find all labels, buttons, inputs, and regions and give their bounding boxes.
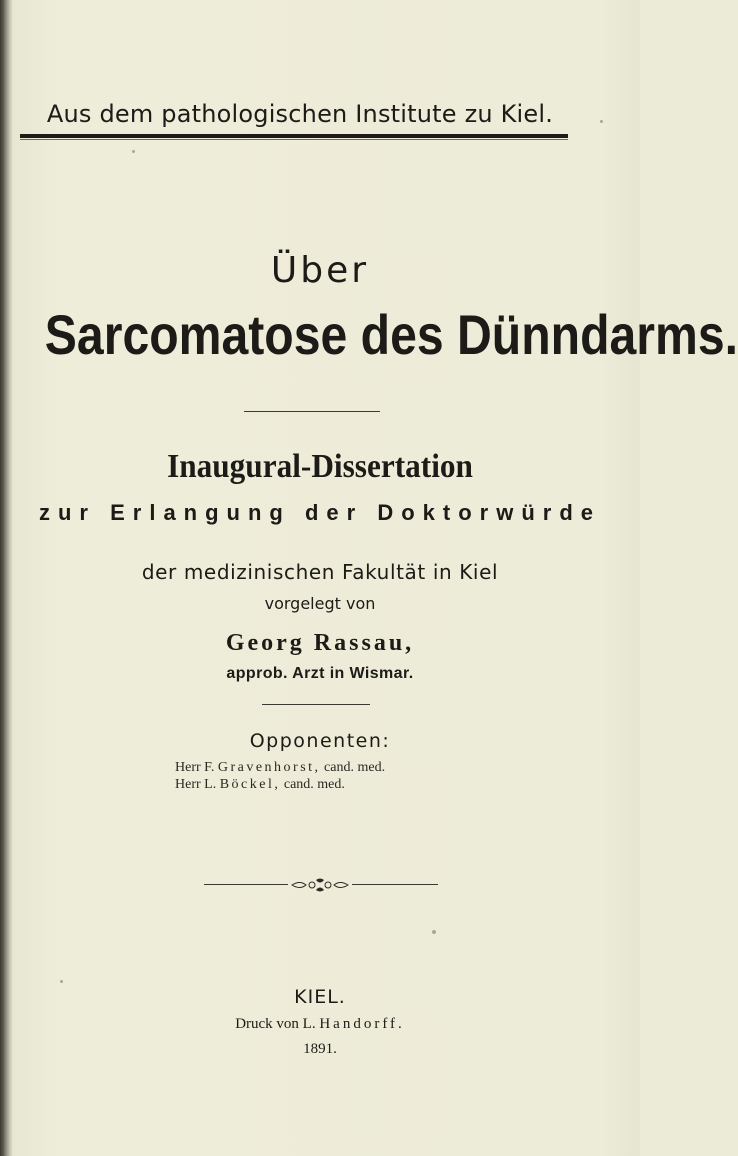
main-title: Sarcomatose des Dünndarms. [44,303,738,366]
opponents-heading: Opponenten: [249,730,391,752]
opponent-prefix: Herr L. [175,777,217,792]
title-divider [244,411,380,412]
printer-prefix: Druck von L. [235,1016,316,1032]
paper-speck [432,930,436,934]
opponent-suffix: cand. med. [324,760,386,775]
title-line-1: Über [270,250,370,291]
opponent-name: Böckel, [219,777,281,792]
printer-name: Handorff. [319,1016,405,1032]
opponent-suffix: cand. med. [283,777,345,792]
paper-speck [60,980,63,983]
header-rule-thin [20,139,568,140]
institute-header: Aus dem pathologischen Institute zu Kiel. [46,100,554,128]
header-rule [20,134,568,138]
paper-speck [600,120,603,123]
paper-speck [132,150,135,153]
author-divider [262,704,370,705]
dissertation-purpose: zur Erlangung der Doktorwürde [38,500,602,525]
faculty-line: der medizinischen Fakultät in Kiel [141,560,499,584]
imprint-printer [0,1016,640,1033]
dissertation-heading: Inaugural-Dissertation [167,448,473,485]
ornament-rule-right [352,884,438,885]
author-qualification: approb. Arzt in Wismar. [226,665,414,682]
opponent-line [175,760,575,776]
ornament-rule-left [204,884,288,885]
ornament-icon [290,876,350,894]
opponent-name: Gravenhorst, [217,760,321,775]
author-name: Georg Rassau, [225,630,415,656]
opponent-line [175,777,575,793]
imprint-city: KIEL. [294,986,346,1008]
presented-by: vorgelegt von [264,594,376,613]
opponent-prefix: Herr F. [175,760,215,775]
imprint-year: 1891. [303,1041,337,1057]
